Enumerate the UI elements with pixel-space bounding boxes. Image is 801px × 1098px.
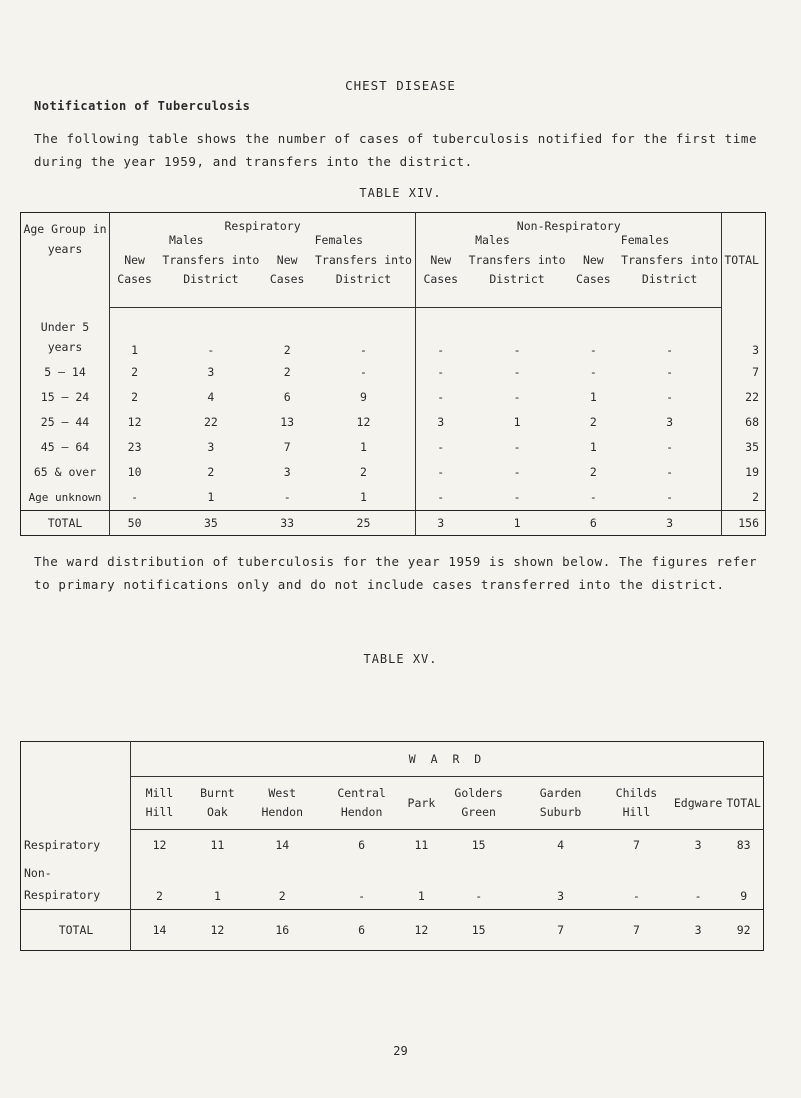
table-row: Non-Respiratory 2 1 2 - 1 - 3 - - 9 [21, 860, 764, 910]
intro-paragraph: The following table shows the number of cases of tuberculosis notified for the first time during the year 1959, and transfers into the district. [34, 131, 758, 169]
col-new-cases: New Cases [110, 247, 160, 308]
section-subheading: Notification of Tuberculosis [34, 99, 251, 113]
nonresp-females-header: Females [620, 233, 670, 247]
table-row: 5 — 14 2 3 2 - - - - - 7 [21, 360, 766, 385]
table-row: 15 — 24 2 4 6 9 - - 1 - 22 [21, 385, 766, 410]
resp-females-header: Females [314, 233, 364, 247]
col-new-cases: New Cases [416, 247, 466, 308]
ward-golders-green: Golders Green [437, 777, 520, 830]
grand-total: 156 [722, 510, 766, 535]
ward-garden-suburb: Garden Suburb [520, 777, 601, 830]
table-xv [20, 741, 764, 951]
col-new-cases: New Cases [263, 247, 312, 308]
ward-edgware: Edgware [672, 777, 724, 830]
ward-central-hendon: Central Hendon [318, 777, 406, 830]
col-transfers: Transfers into District [465, 247, 568, 308]
table-xiv-caption: TABLE XIV. [359, 186, 442, 200]
totals-row: TOTAL 14 12 16 6 12 15 7 7 3 92 [21, 910, 764, 951]
respiratory-header: Respiratory [224, 219, 301, 233]
table-row: Age unknown - 1 - 1 - - - - 2 [21, 485, 766, 511]
ward-total-header: TOTAL [724, 777, 763, 830]
non-respiratory-header: Non-Respiratory [416, 213, 722, 234]
col-new-cases: New Cases [569, 247, 618, 308]
col-transfers: Transfers into District [159, 247, 262, 308]
table-xiv [20, 212, 766, 536]
table-row: 65 & over 10 2 3 2 - - 2 - 19 [21, 460, 766, 485]
ward-west-hendon: West Hendon [247, 777, 318, 830]
page-heading: CHEST DISEASE [345, 78, 456, 93]
table-row: Under 5 years 1 - 2 - - - - - 3 [21, 308, 766, 360]
totals-row: TOTAL 50 35 33 25 3 1 6 3 156 [21, 510, 766, 535]
table-xv-caption: TABLE XV. [363, 652, 438, 666]
page-number: 29 [393, 1044, 408, 1058]
ward-park: Park [406, 777, 438, 830]
ward-childs-hill: Childs Hill [601, 777, 672, 830]
table-row: 25 — 44 12 22 13 12 3 1 2 3 68 [21, 410, 766, 435]
grand-total: 92 [724, 910, 763, 951]
nonresp-males-header: Males [416, 233, 569, 247]
age-group-header: Age Group in years [21, 213, 110, 308]
resp-males-header: Males [168, 233, 204, 247]
ward-burnt-oak: Burnt Oak [188, 777, 247, 830]
col-transfers: Transfers into District [312, 247, 416, 308]
table-row: Respiratory 12 11 14 6 11 15 4 7 3 83 [21, 830, 764, 860]
ward-header: W A R D [408, 752, 486, 766]
total-header: TOTAL [722, 213, 766, 308]
ward-paragraph: The ward distribution of tuberculosis for the year 1959 is shown below. The figures refer to primary notifications only and do not include cases transferred into the district. [34, 554, 758, 592]
col-transfers: Transfers into District [618, 247, 722, 308]
ward-mill-hill: Mill Hill [131, 777, 188, 830]
table-row: 45 — 64 23 3 7 1 - - 1 - 35 [21, 435, 766, 460]
